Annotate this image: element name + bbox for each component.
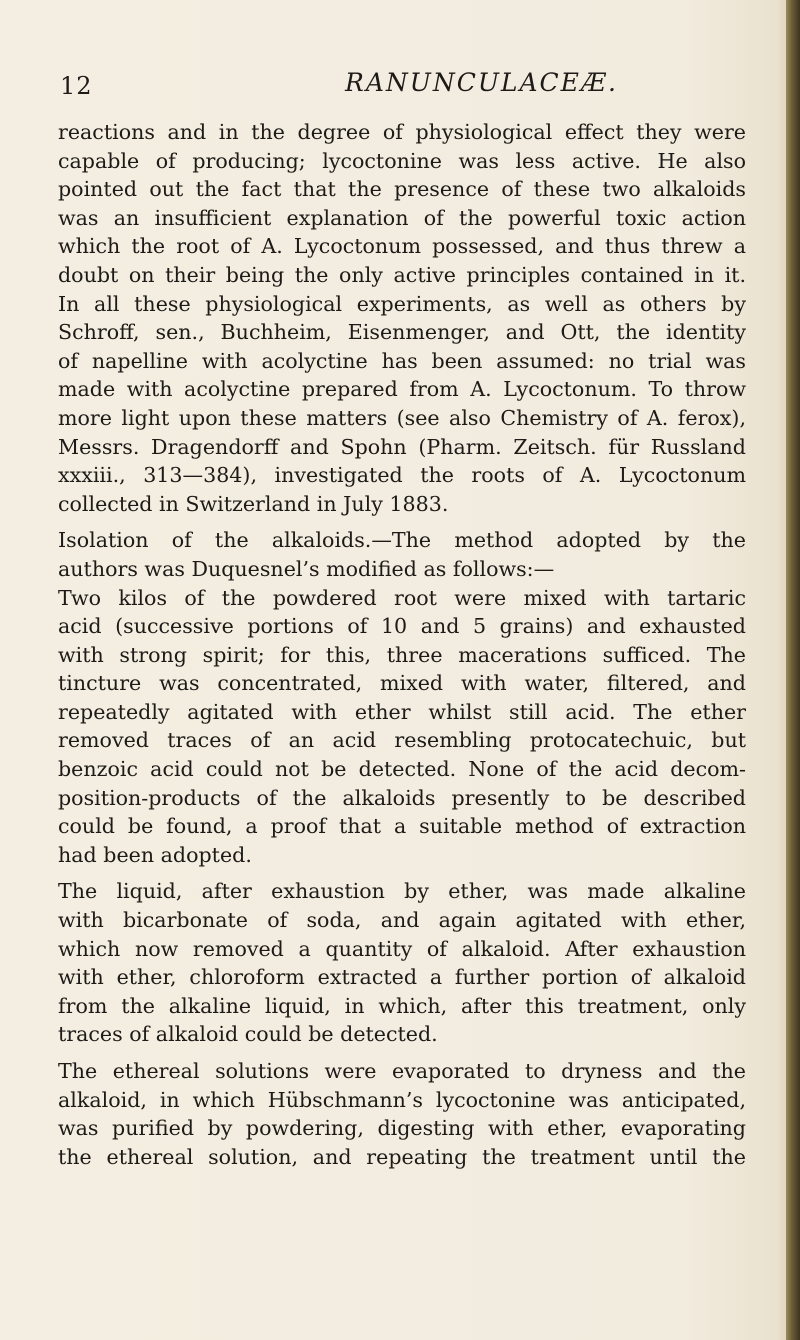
body-text [58, 118, 746, 1171]
text-line: could be found, a proof that a suitable method of extraction [58, 814, 746, 839]
text-line: was purified by powdering, digesting with ether, evaporating [58, 1116, 746, 1141]
paragraph-3 [58, 584, 746, 870]
text-line: which the root of A. Lycoctonum possessed, and thus threw a [58, 234, 746, 259]
text-line: Isolation of the alkaloids.—The method adopted by the [58, 528, 746, 553]
text-line: repeatedly agitated with ether whilst still acid. The ether [58, 699, 746, 724]
text-line: alkaloid, in which Hübschmann’s lycoctonine was anticipated, [58, 1087, 746, 1112]
text-line: reactions and in the degree of physiological effect they were [58, 120, 746, 144]
text-line: with strong spirit; for this, three macerations sufficed. The [58, 642, 746, 667]
text-line: position-products of the alkaloids presently to be described [58, 785, 746, 810]
text-line: collected in Switzerland in July 1883. [58, 491, 449, 516]
text-line: removed traces of an acid resembling protocatechuic, but [58, 728, 746, 753]
paragraph-2 [58, 526, 746, 583]
text-line: traces of alkaloid could be detected. [58, 1022, 438, 1047]
text-line: The liquid, after exhaustion by ether, was made alkaline [58, 879, 746, 904]
text-line: was an insufficient explanation of the powerful toxic action [58, 205, 746, 230]
paragraph-5 [58, 1057, 746, 1171]
text-line: with bicarbonate of soda, and again agitated with ether, [58, 908, 746, 933]
text-line: made with acolyctine prepared from A. Lycoctonum. To throw [58, 377, 746, 402]
text-line: Messrs. Dragendorff and Spohn (Pharm. Zeitsch. für Russland [58, 434, 746, 459]
text-line: The ethereal solutions were evaporated to dryness and the [58, 1059, 746, 1083]
text-line: tincture was concentrated, mixed with water, filtered, and [58, 671, 746, 696]
paragraph-1 [58, 118, 746, 518]
text-line: had been adopted. [58, 842, 252, 867]
binding-edge [786, 0, 800, 1340]
text-line: the ethereal solution, and repeating the treatment until the [58, 1144, 746, 1169]
page-header [60, 68, 750, 106]
text-line: Two kilos of the powdered root were mixed with tartaric [58, 585, 746, 610]
text-line: xxxiii., 313—384), investigated the roots of A. Lycoctonum [58, 463, 746, 488]
text-line: benzoic acid could not be detected. None of the acid decom- [58, 757, 746, 782]
text-line: doubt on their being the only active principles contained in it. [58, 262, 746, 287]
page-number: 12 [60, 72, 93, 100]
paragraph-4 [58, 877, 746, 1049]
text-line: authors was Duquesnel’s modified as follows:— [58, 556, 555, 581]
text-line: which now removed a quantity of alkaloid. After exhaustion [58, 936, 746, 961]
text-line: from the alkaline liquid, in which, after this treatment, only [58, 993, 746, 1018]
text-line: pointed out the fact that the presence of these two alkaloids [58, 177, 746, 202]
text-line: In all these physiological experiments, as well as others by [58, 291, 746, 316]
text-line: with ether, chloroform extracted a further portion of alkaloid [58, 965, 746, 990]
text-line: more light upon these matters (see also Chemistry of A. ferox), [58, 405, 746, 430]
text-line: acid (successive portions of 10 and 5 grains) and exhausted [58, 614, 746, 639]
text-line: Schroff, sen., Buchheim, Eisenmenger, and Ott, the identity [58, 320, 746, 345]
text-line: of napelline with acolyctine has been assumed: no trial was [58, 348, 746, 373]
running-title: RANUNCULACEÆ. [345, 68, 618, 97]
text-line: capable of producing; lycoctonine was less active. He also [58, 148, 746, 173]
